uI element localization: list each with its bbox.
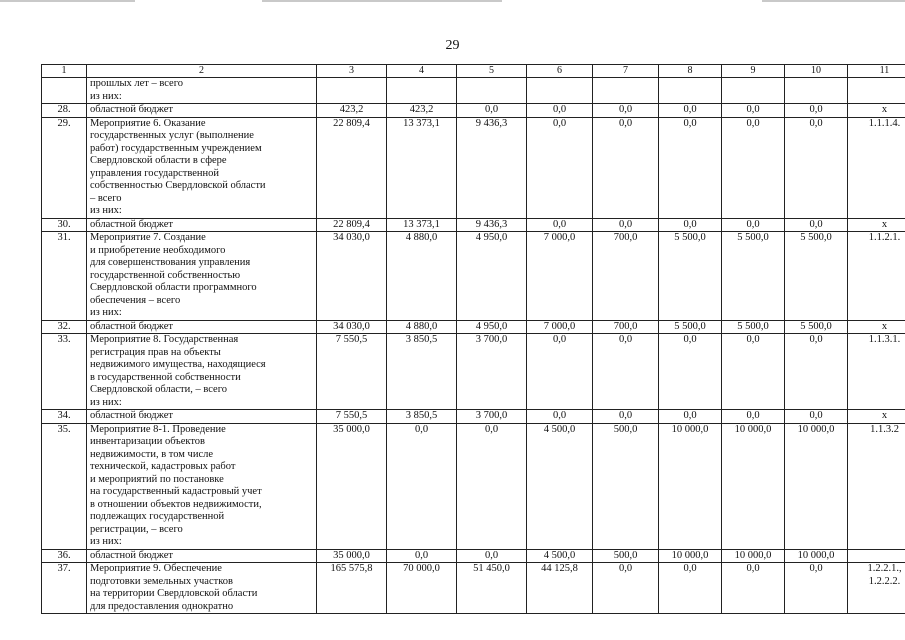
amount-cell: 0,0 — [785, 104, 848, 118]
amount-cell: 423,2 — [317, 104, 387, 118]
continuation-row — [42, 78, 905, 104]
amount-cell: 5 500,0 — [785, 232, 848, 321]
amount-cell: 5 500,0 — [659, 320, 722, 334]
table-row — [42, 218, 905, 232]
amount-cell: 0,0 — [457, 423, 527, 549]
target-code-cell: х — [848, 410, 905, 424]
amount-cell: 44 125,8 — [527, 563, 593, 614]
row-description: областной бюджет — [87, 218, 317, 232]
amount-cell: 7 000,0 — [527, 232, 593, 321]
row-number: 34. — [42, 410, 87, 424]
amount-cell: 0,0 — [722, 334, 785, 410]
amount-cell: 5 500,0 — [659, 232, 722, 321]
amount-cell: 700,0 — [593, 320, 659, 334]
row-description: Мероприятие 7. Создание и приобретение необходимого для совершенствования управления государственной собственностью Свердловской области программного обеспечения – всего из них: — [87, 232, 317, 321]
amount-cell: 0,0 — [387, 549, 457, 563]
amount-cell: 0,0 — [527, 218, 593, 232]
amount-cell: 4 500,0 — [527, 549, 593, 563]
amount-cell: 3 850,5 — [387, 410, 457, 424]
amount-cell: 10 000,0 — [659, 549, 722, 563]
amount-cell: 0,0 — [659, 334, 722, 410]
row-description: Мероприятие 8. Государственная регистрация прав на объекты недвижимого имущества, находящиеся в государственной собственности Свердловской области, – всего из них: — [87, 334, 317, 410]
amount-cell: 0,0 — [387, 423, 457, 549]
row-number: 37. — [42, 563, 87, 614]
amount-cell: 10 000,0 — [722, 549, 785, 563]
amount-cell: 0,0 — [659, 117, 722, 218]
amount-cell: 5 500,0 — [722, 232, 785, 321]
row-number: 33. — [42, 334, 87, 410]
amount-cell: 10 000,0 — [722, 423, 785, 549]
amount-cell: 3 700,0 — [457, 334, 527, 410]
target-code-cell: 1.1.3.1. — [848, 334, 905, 410]
row-description: областной бюджет — [87, 320, 317, 334]
amount-cell: 165 575,8 — [317, 563, 387, 614]
amount-cell: 0,0 — [593, 104, 659, 118]
scan-top-edge-right — [762, 0, 905, 2]
target-code-cell: х — [848, 320, 905, 334]
row-number: 31. — [42, 232, 87, 321]
row-number: 32. — [42, 320, 87, 334]
amount-cell: 9 436,3 — [457, 218, 527, 232]
row-description: Мероприятие 8-1. Проведение инвентаризации объектов недвижимости, в том числе технической, кадастровых работ и мероприятий по постановке на государственный кадастровый учет в отношении объектов недвижимости, подлежащих государственной регистрации, – всего из них: — [87, 423, 317, 549]
column-header: 10 — [785, 65, 848, 78]
column-header: 1 — [42, 65, 87, 78]
table-row — [42, 563, 905, 614]
amount-cell: 0,0 — [593, 563, 659, 614]
amount-cell: 0,0 — [722, 410, 785, 424]
amount-cell: 0,0 — [722, 563, 785, 614]
row-number: 35. — [42, 423, 87, 549]
table-row — [42, 423, 905, 549]
amount-cell: 4 950,0 — [457, 320, 527, 334]
amount-cell: 10 000,0 — [659, 423, 722, 549]
amount-cell: 22 809,4 — [317, 117, 387, 218]
column-header: 6 — [527, 65, 593, 78]
amount-cell: 0,0 — [785, 218, 848, 232]
amount-cell: 13 373,1 — [387, 117, 457, 218]
table-row — [42, 117, 905, 218]
amount-cell: 700,0 — [593, 232, 659, 321]
amount-cell: 0,0 — [785, 563, 848, 614]
amount-cell: 10 000,0 — [785, 549, 848, 563]
target-code-cell: 1.1.2.1. — [848, 232, 905, 321]
amount-cell: 3 700,0 — [457, 410, 527, 424]
amount-cell: 0,0 — [722, 117, 785, 218]
amount-cell: 500,0 — [593, 423, 659, 549]
amount-cell: 0,0 — [659, 410, 722, 424]
amount-cell: 9 436,3 — [457, 117, 527, 218]
column-number-header-row — [42, 65, 905, 78]
table-row — [42, 104, 905, 118]
target-code-cell: х — [848, 218, 905, 232]
row-number: 29. — [42, 117, 87, 218]
target-code-cell: 1.2.2.1., 1.2.2.2. — [848, 563, 905, 614]
column-header: 2 — [87, 65, 317, 78]
column-header: 9 — [722, 65, 785, 78]
row-number: 28. — [42, 104, 87, 118]
column-header: 8 — [659, 65, 722, 78]
amount-cell: 13 373,1 — [387, 218, 457, 232]
amount-cell: 0,0 — [659, 104, 722, 118]
amount-cell: 423,2 — [387, 104, 457, 118]
budget-table — [41, 64, 905, 614]
row-description: Мероприятие 6. Оказание государственных услуг (выполнение работ) государственным учреждением Свердловской области в сфере управления государственной собственностью Свердловской области – всего из них: — [87, 117, 317, 218]
target-code-cell: 1.1.1.4. — [848, 117, 905, 218]
amount-cell: 0,0 — [457, 549, 527, 563]
table-row — [42, 549, 905, 563]
amount-cell: 0,0 — [527, 334, 593, 410]
amount-cell: 3 850,5 — [387, 334, 457, 410]
column-header: 7 — [593, 65, 659, 78]
amount-cell: 500,0 — [593, 549, 659, 563]
amount-cell: 0,0 — [593, 334, 659, 410]
target-code-cell — [848, 549, 905, 563]
table-row — [42, 410, 905, 424]
amount-cell: 0,0 — [527, 410, 593, 424]
amount-cell: 0,0 — [593, 117, 659, 218]
amount-cell: 0,0 — [457, 104, 527, 118]
amount-cell: 70 000,0 — [387, 563, 457, 614]
amount-cell: 0,0 — [659, 563, 722, 614]
target-code-cell: 1.1.3.2 — [848, 423, 905, 549]
amount-cell: 35 000,0 — [317, 423, 387, 549]
amount-cell: 7 550,5 — [317, 334, 387, 410]
row-description: областной бюджет — [87, 104, 317, 118]
amount-cell: 0,0 — [785, 334, 848, 410]
amount-cell: 0,0 — [659, 218, 722, 232]
row-description: областной бюджет — [87, 410, 317, 424]
amount-cell: 0,0 — [593, 218, 659, 232]
amount-cell: 0,0 — [527, 117, 593, 218]
page-number: 29 — [445, 38, 460, 53]
amount-cell: 4 880,0 — [387, 232, 457, 321]
amount-cell: 4 500,0 — [527, 423, 593, 549]
amount-cell: 0,0 — [785, 410, 848, 424]
amount-cell: 22 809,4 — [317, 218, 387, 232]
amount-cell: 5 500,0 — [722, 320, 785, 334]
amount-cell: 0,0 — [527, 104, 593, 118]
target-code-cell: х — [848, 104, 905, 118]
column-header: 3 — [317, 65, 387, 78]
amount-cell: 35 000,0 — [317, 549, 387, 563]
row-description: Мероприятие 9. Обеспечение подготовки земельных участков на территории Свердловской области для предоставления однократно — [87, 563, 317, 614]
table-row — [42, 334, 905, 410]
row-number: 36. — [42, 549, 87, 563]
amount-cell: 7 550,5 — [317, 410, 387, 424]
table-row — [42, 232, 905, 321]
amount-cell: 4 950,0 — [457, 232, 527, 321]
amount-cell: 4 880,0 — [387, 320, 457, 334]
amount-cell: 51 450,0 — [457, 563, 527, 614]
column-header: 4 — [387, 65, 457, 78]
amount-cell: 34 030,0 — [317, 320, 387, 334]
amount-cell: 5 500,0 — [785, 320, 848, 334]
amount-cell: 10 000,0 — [785, 423, 848, 549]
table-row — [42, 320, 905, 334]
row-description: областной бюджет — [87, 549, 317, 563]
amount-cell: 0,0 — [593, 410, 659, 424]
column-header: 5 — [457, 65, 527, 78]
amount-cell: 0,0 — [722, 104, 785, 118]
row-number: 30. — [42, 218, 87, 232]
continuation-description: прошлых лет – всего из них: — [87, 78, 317, 104]
column-header: 11 — [848, 65, 905, 78]
scan-top-edge-middle — [262, 0, 502, 2]
amount-cell: 34 030,0 — [317, 232, 387, 321]
amount-cell: 7 000,0 — [527, 320, 593, 334]
scan-top-edge-left — [0, 0, 135, 2]
amount-cell: 0,0 — [722, 218, 785, 232]
amount-cell: 0,0 — [785, 117, 848, 218]
